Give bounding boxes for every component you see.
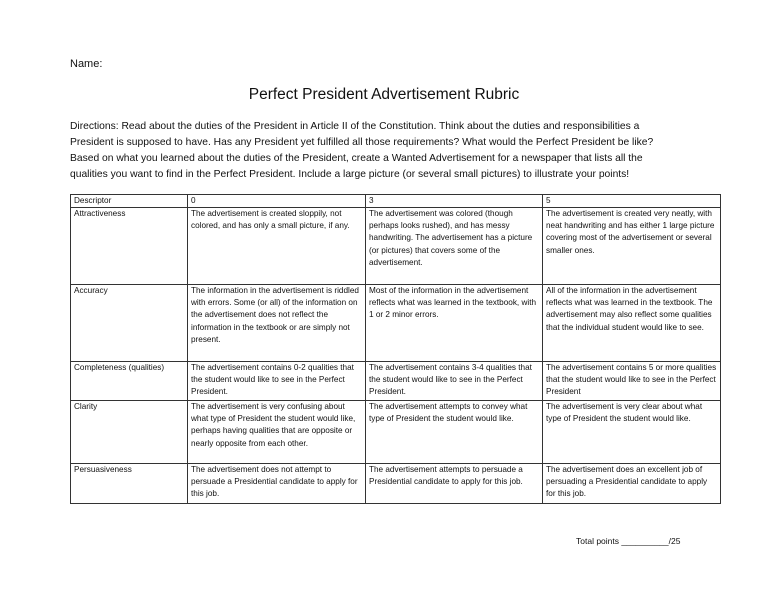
- header-score-3: 3: [366, 195, 543, 208]
- directions-line: President is supposed to have. Has any President yet fulfilled all those requirements? What would the Perfect President be like?: [70, 137, 654, 148]
- table-header-row: [71, 195, 721, 208]
- rubric-cell: The advertisement attempts to convey what type of President the student would like.: [366, 401, 543, 464]
- rubric-cell: The advertisement is very clear about what type of President the student would like.: [543, 401, 721, 464]
- rubric-cell: The advertisement does an excellent job of persuading a Presidential candidate to apply for this job.: [543, 464, 721, 504]
- rubric-cell: The advertisement contains 0-2 qualities that the student would like to see in the Perfect President.: [188, 362, 366, 401]
- header-score-5: 5: [543, 195, 721, 208]
- rubric-cell: The advertisement is created sloppily, not colored, and has only a small picture, if any.: [188, 208, 366, 285]
- rubric-cell: The advertisement is very confusing about what type of President the student would like, perhaps having qualities that are opposite or nearly opposite from each other.: [188, 401, 366, 464]
- rubric-cell: All of the information in the advertisement reflects what was learned in the textbook. The advertisement may also reflect some qualities that the individual student would like to see.: [543, 285, 721, 362]
- descriptor-cell: Attractiveness: [71, 208, 188, 285]
- total-points: Total points __________/25: [576, 536, 681, 546]
- directions-line: qualities you want to find in the Perfect President. Include a large picture (or several small pictures) to illustrate your points!: [70, 169, 630, 180]
- descriptor-cell: Completeness (qualities): [71, 362, 188, 401]
- table-row: [71, 362, 721, 401]
- page-title: Perfect President Advertisement Rubric: [248, 86, 520, 103]
- directions-line: Based on what you learned about the duties of the President, create a Wanted Advertisement for a newspaper that lists all the: [70, 153, 643, 164]
- descriptor-cell: Persuasiveness: [71, 464, 188, 504]
- directions-paragraph: [70, 119, 710, 183]
- rubric-cell: Most of the information in the advertisement reflects what was learned in the textbook, with 1 or 2 minor errors.: [366, 285, 543, 362]
- rubric-cell: The advertisement contains 3-4 qualities that the student would like to see in the Perfect President.: [366, 362, 543, 401]
- rubric-cell: The advertisement is created very neatly, with neat handwriting and has either 1 large picture covering most of the advertisement or several smaller ones.: [543, 208, 721, 285]
- name-label: Name:: [70, 58, 103, 70]
- table-row: [71, 285, 721, 362]
- descriptor-cell: Accuracy: [71, 285, 188, 362]
- rubric-cell: The advertisement contains 5 or more qualities that the student would like to see in the Perfect President: [543, 362, 721, 401]
- rubric-cell: The advertisement was colored (though perhaps looks rushed), and has messy handwriting. The advertisement has a picture (or pictures) that covers some of the advertisement.: [366, 208, 543, 285]
- header-descriptor: Descriptor: [71, 195, 188, 208]
- header-score-0: 0: [188, 195, 366, 208]
- rubric-cell: The information in the advertisement is riddled with errors. Some (or all) of the information on the advertisement does not reflect the information in the textbook or are simply not present.: [188, 285, 366, 362]
- descriptor-cell: Clarity: [71, 401, 188, 464]
- directions-line: Directions: Read about the duties of the President in Article II of the Constitution. Think about the duties and responsibilities a: [70, 121, 640, 132]
- rubric-cell: The advertisement does not attempt to persuade a Presidential candidate to apply for this job.: [188, 464, 366, 504]
- rubric-table: [70, 194, 721, 504]
- table-row: [71, 464, 721, 504]
- table-row: [71, 208, 721, 285]
- rubric-cell: The advertisement attempts to persuade a Presidential candidate to apply for this job.: [366, 464, 543, 504]
- table-row: [71, 401, 721, 464]
